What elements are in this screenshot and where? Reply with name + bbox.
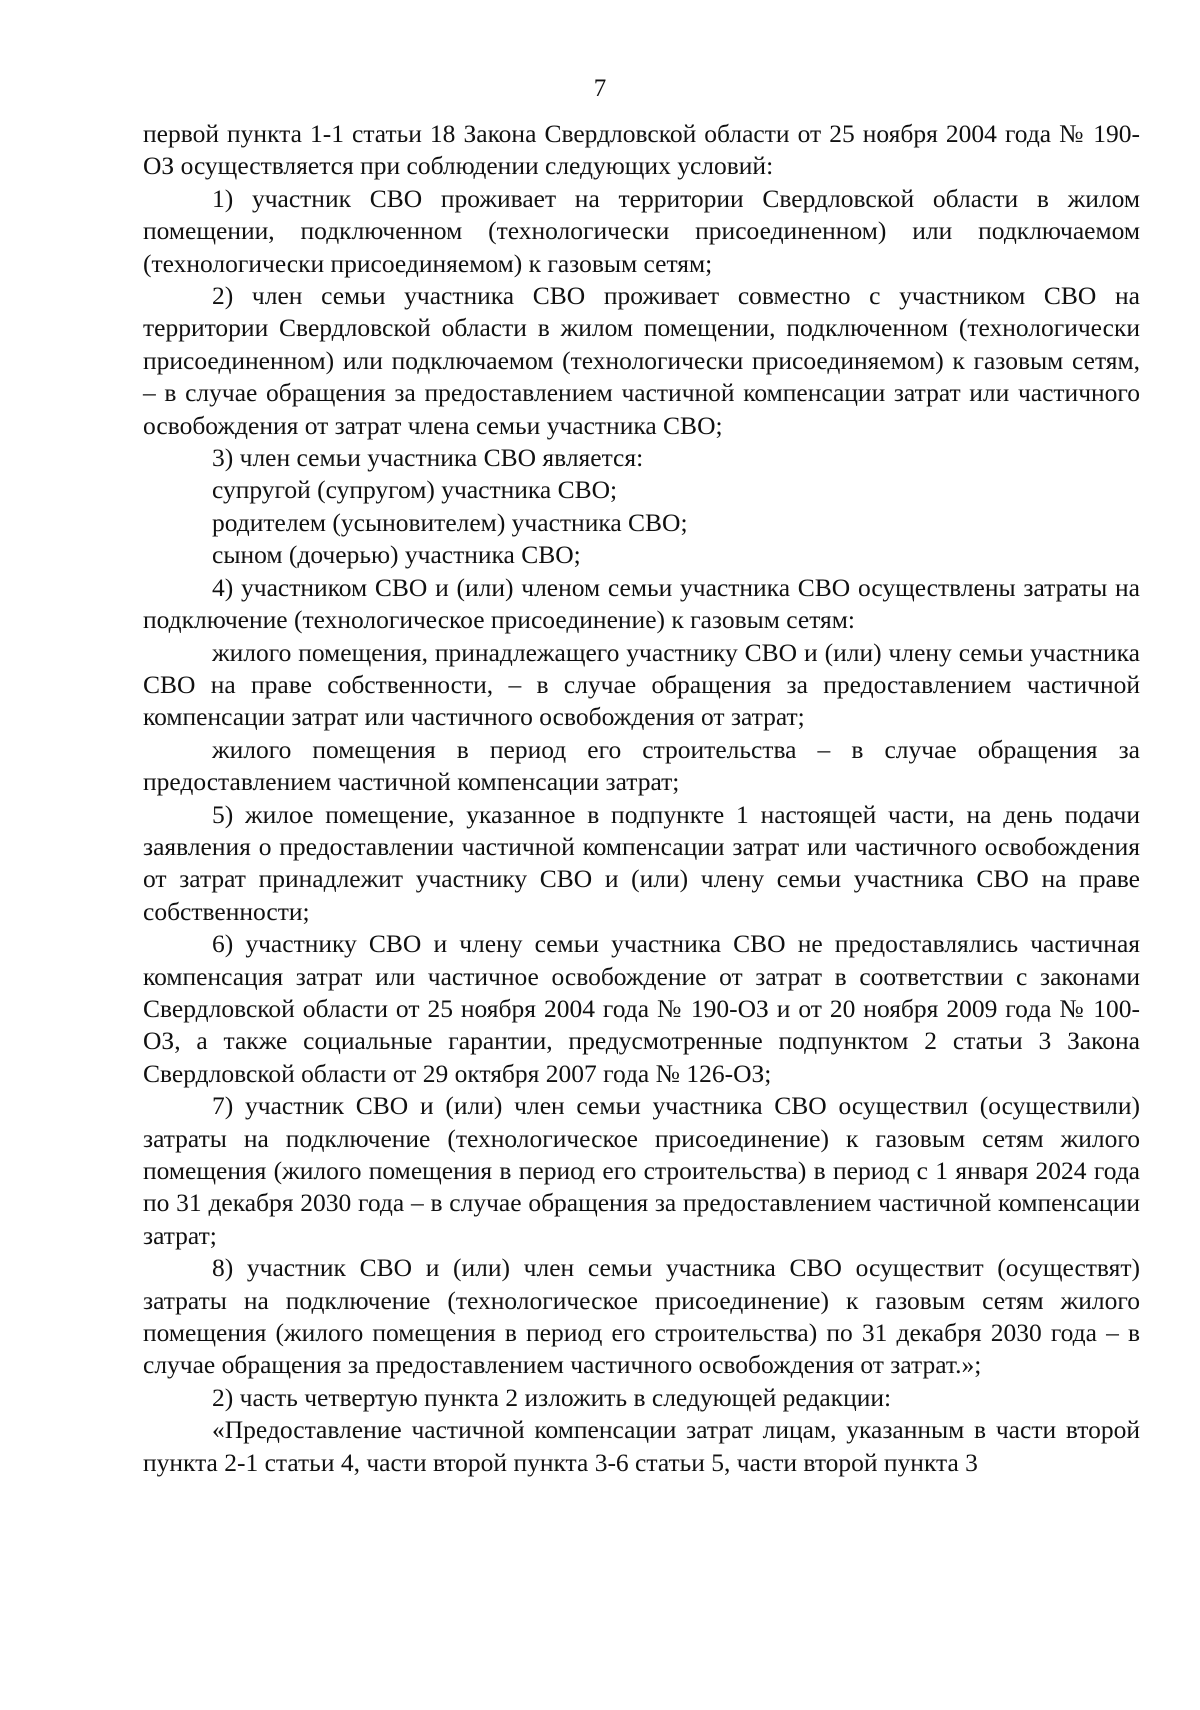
condition-2-paragraph: 2) член семьи участника СВО проживает совместно с участником СВО на территории Свердловской области в жилом помещении, подключенном (технологически присоединенном) или подключаемом (технологически присоединяемом) к газовым сетям, – в случае обращения за предоставлением частичной компенсации затрат или частичного освобождения от затрат члена семьи участника СВО; xyxy=(143,281,1140,440)
condition-3-item-spouse: супругой (супругом) участника СВО; xyxy=(212,475,618,505)
condition-3-item-child: сыном (дочерью) участника СВО; xyxy=(212,540,581,570)
condition-6-paragraph: 6) участнику СВО и члену семьи участника СВО не предоставлялись частичная компенсация затрат или частичное освобождение от затрат в соответствии с законами Свердловской области от 25 ноября 2004 года № 190-ОЗ и от 20 ноября 2009 года № 100-ОЗ, а также социальные гарантии, предусмотренные подпунктом 2 статьи 3 Закона Свердловской области от 29 октября 2007 года № 126-ОЗ; xyxy=(143,929,1140,1088)
condition-8-paragraph: 8) участник СВО и (или) член семьи участника СВО осуществит (осуществят) затраты на подключение (технологическое присоединение) к газовым сетям жилого помещения (жилого помещения в период его строительства) по 31 декабря 2030 года – в случае обращения за предоставлением частичного освобождения от затрат.»; xyxy=(143,1253,1140,1380)
amendment-2-quote-paragraph: «Предоставление частичной компенсации затрат лицам, указанным в части второй пункта 2-1 статьи 4, части второй пункта 3-6 статьи 5, части второй пункта 3 xyxy=(143,1415,1140,1477)
amendment-2-paragraph: 2) часть четвертую пункта 2 изложить в следующей редакции: xyxy=(212,1382,892,1412)
condition-3-item-parent: родителем (усыновителем) участника СВО; xyxy=(212,507,688,537)
condition-5-paragraph: 5) жилое помещение, указанное в подпункте 1 настоящей части, на день подачи заявления о предоставлении частичной компенсации затрат или частичного освобождения от затрат принадлежит участнику СВО и (или) члену семьи участника СВО на праве собственности; xyxy=(143,799,1140,926)
condition-1-paragraph: 1) участник СВО проживает на территории Свердловской области в жилом помещении, подключенном (технологически присоединенном) или подключаемом (технологически присоединяемом) к газовым сетям; xyxy=(143,183,1140,278)
condition-4-paragraph: 4) участником СВО и (или) членом семьи участника СВО осуществлены затраты на подключение (технологическое присоединение) к газовым сетям: xyxy=(143,572,1140,635)
condition-4-item-construction: жилого помещения в период его строительства – в случае обращения за предоставлением частичной компенсации затрат; xyxy=(143,734,1140,797)
paragraph-continuation: первой пункта 1-1 статьи 18 Закона Свердловской области от 25 ноября 2004 года № 190-ОЗ осуществляется при соблюдении следующих условий: xyxy=(143,119,1140,181)
page-number: 7 xyxy=(593,75,607,102)
document-body xyxy=(143,118,1140,1479)
condition-3-paragraph: 3) член семьи участника СВО является: xyxy=(212,443,644,473)
condition-7-paragraph: 7) участник СВО и (или) член семьи участника СВО осуществил (осуществили) затраты на подключение (технологическое присоединение) к газовым сетям жилого помещения (жилого помещения в период его строительства) в период с 1 января 2024 года по 31 декабря 2030 года – в случае обращения за предоставлением частичной компенсации затрат; xyxy=(143,1091,1140,1250)
condition-4-item-owned: жилого помещения, принадлежащего участнику СВО и (или) члену семьи участника СВО на праве собственности, – в случае обращения за предоставлением частичной компенсации затрат или частичного освобождения от затрат; xyxy=(143,637,1140,732)
